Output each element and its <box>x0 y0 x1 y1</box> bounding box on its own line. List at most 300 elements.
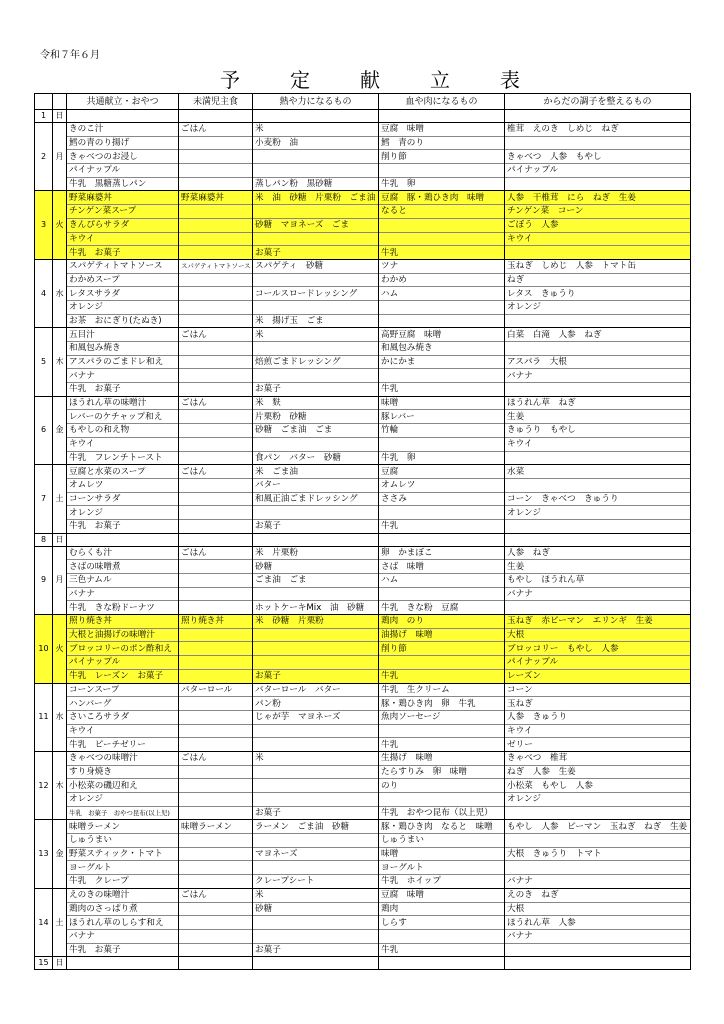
table-row <box>35 355 691 369</box>
protein-cell: 高野豆腐 味噌 <box>379 328 505 342</box>
menu-cell: 牛乳 クレープ <box>67 875 179 889</box>
protein-cell: ヨーグルト <box>379 861 505 875</box>
staple-cell <box>179 601 253 615</box>
menu-cell: きんぴらサラダ <box>67 218 179 232</box>
energy-cell: 米 麩 <box>253 396 379 410</box>
staple-cell <box>179 875 253 889</box>
table-row <box>35 628 691 642</box>
energy-cell <box>253 164 379 178</box>
vitamin-cell: パイナップル <box>505 164 691 178</box>
staple-cell: ごはん <box>179 751 253 765</box>
energy-cell <box>253 957 379 970</box>
vitamin-cell: 生姜 <box>505 410 691 424</box>
vitamin-cell: オレンジ <box>505 793 691 807</box>
vitamin-cell: 人参 きゅうり <box>505 710 691 724</box>
energy-cell: お菓子 <box>253 383 379 397</box>
protein-cell: なると <box>379 205 505 219</box>
table-row <box>35 300 691 314</box>
protein-cell: ささみ <box>379 492 505 506</box>
staple-cell <box>179 492 253 506</box>
menu-cell: 五目汁 <box>67 328 179 342</box>
weekday: 水 <box>53 683 67 751</box>
protein-cell: 削り節 <box>379 642 505 656</box>
vitamin-cell: 白菜 白滝 人参 ねぎ <box>505 328 691 342</box>
menu-cell: 小松菜の磯辺和え <box>67 779 179 793</box>
staple-cell <box>179 738 253 752</box>
table-row <box>35 492 691 506</box>
energy-cell <box>253 300 379 314</box>
staple-cell <box>179 437 253 451</box>
vitamin-cell <box>505 957 691 970</box>
menu-cell: オレンジ <box>67 793 179 807</box>
staple-cell <box>179 232 253 246</box>
day-number: 14 <box>35 888 53 956</box>
protein-cell: 牛乳 おやつ昆布（以上児） <box>379 806 505 820</box>
energy-cell: 米 片栗粉 <box>253 546 379 560</box>
menu-cell: わかめスープ <box>67 273 179 287</box>
table-row <box>35 601 691 615</box>
day-number: 1 <box>35 110 53 123</box>
staple-cell <box>179 383 253 397</box>
weekday: 日 <box>53 110 67 123</box>
vitamin-cell: ゼリー <box>505 738 691 752</box>
vitamin-cell: 生姜 <box>505 560 691 574</box>
vitamin-cell: オレンジ <box>505 506 691 520</box>
menu-cell: レタスサラダ <box>67 287 179 301</box>
energy-cell <box>253 437 379 451</box>
menu-cell: 牛乳 ピーチゼリー <box>67 738 179 752</box>
staple-cell: 味噌ラーメン <box>179 820 253 834</box>
day-number: 3 <box>35 191 53 259</box>
energy-cell: クレープシート <box>253 875 379 889</box>
weekday: 金 <box>53 820 67 888</box>
staple-cell <box>179 205 253 219</box>
protein-cell: 牛乳 卵 <box>379 451 505 465</box>
menu-cell: 牛乳 お菓子 <box>67 383 179 397</box>
table-row <box>35 669 691 683</box>
era-month-label: 令和７年６月 <box>40 50 100 61</box>
menu-cell: 牛乳 お菓子 <box>67 943 179 957</box>
energy-cell: 砂糖 マヨネーズ ごま <box>253 218 379 232</box>
protein-cell: 豚・鶏ひき肉 卵 牛乳 <box>379 697 505 711</box>
protein-cell: 豚・鶏ひき肉 なると 味噌 <box>379 820 505 834</box>
protein-cell: ハム <box>379 574 505 588</box>
menu-cell: きゃべつのお浸し <box>67 150 179 164</box>
vitamin-cell: コーン <box>505 683 691 697</box>
vitamin-cell: 玉ねぎ <box>505 697 691 711</box>
staple-cell <box>179 587 253 601</box>
protein-cell: 牛乳 生クリーム <box>379 683 505 697</box>
protein-cell <box>379 587 505 601</box>
vitamin-cell <box>505 861 691 875</box>
menu-cell: 大根と油揚げの味噌汁 <box>67 628 179 642</box>
energy-cell: 米 ごま油 <box>253 465 379 479</box>
table-row <box>35 916 691 930</box>
table-row <box>35 437 691 451</box>
menu-cell: バナナ <box>67 587 179 601</box>
staple-cell <box>179 765 253 779</box>
protein-cell <box>379 929 505 943</box>
title-char: 表 <box>500 68 520 92</box>
vitamin-cell <box>505 519 691 533</box>
staple-cell: スパゲティトマトソース <box>179 259 253 273</box>
energy-cell <box>253 834 379 848</box>
table-row <box>35 205 691 219</box>
menu-cell: ほうれん草のしらす和え <box>67 916 179 930</box>
energy-cell: 米 <box>253 328 379 342</box>
staple-cell <box>179 779 253 793</box>
vitamin-cell: ねぎ <box>505 273 691 287</box>
vitamin-cell <box>505 177 691 191</box>
protein-cell: 鱈 青のり <box>379 136 505 150</box>
menu-cell: 味噌ラーメン <box>67 820 179 834</box>
vitamin-cell: レーズン <box>505 669 691 683</box>
protein-cell: 牛乳 <box>379 738 505 752</box>
energy-cell: お菓子 <box>253 519 379 533</box>
menu-cell: 鱈の青のり揚げ <box>67 136 179 150</box>
menu-cell: スパゲティトマトソース <box>67 259 179 273</box>
table-row <box>35 587 691 601</box>
table-row <box>35 765 691 779</box>
protein-cell: しらす <box>379 916 505 930</box>
protein-cell: 魚肉ソーセージ <box>379 710 505 724</box>
vitamin-cell: キウイ <box>505 232 691 246</box>
menu-cell <box>67 533 179 546</box>
vitamin-cell: バナナ <box>505 587 691 601</box>
vitamin-cell: 人参 ねぎ <box>505 546 691 560</box>
menu-cell: 三色ナムル <box>67 574 179 588</box>
protein-cell <box>379 793 505 807</box>
energy-cell: 食パン バター 砂糖 <box>253 451 379 465</box>
vitamin-cell: ほうれん草 人参 <box>505 916 691 930</box>
staple-cell <box>179 150 253 164</box>
protein-cell: かにかま <box>379 355 505 369</box>
table-row <box>35 314 691 328</box>
table-row <box>35 697 691 711</box>
vitamin-cell: きゃべつ 人参 もやし <box>505 150 691 164</box>
table-row <box>35 724 691 738</box>
staple-cell <box>179 451 253 465</box>
staple-cell <box>179 834 253 848</box>
protein-cell: 豆腐 味噌 <box>379 123 505 137</box>
menu-cell: むらくも汁 <box>67 546 179 560</box>
staple-cell <box>179 300 253 314</box>
energy-cell <box>253 369 379 383</box>
menu-cell: キウイ <box>67 724 179 738</box>
table-row <box>35 642 691 656</box>
protein-cell: ツナ <box>379 259 505 273</box>
table-row <box>35 751 691 765</box>
protein-cell: 豆腐 味噌 <box>379 888 505 902</box>
energy-cell: ラーメン ごま油 砂糖 <box>253 820 379 834</box>
table-row <box>35 793 691 807</box>
protein-cell <box>379 300 505 314</box>
vitamin-cell <box>505 136 691 150</box>
protein-cell: 牛乳 ホイップ <box>379 875 505 889</box>
table-row <box>35 560 691 574</box>
day-row-empty <box>35 533 691 546</box>
staple-cell: ごはん <box>179 123 253 137</box>
protein-cell: 牛乳 <box>379 669 505 683</box>
title-char: 予 <box>220 68 240 92</box>
staple-cell <box>179 793 253 807</box>
header-protein: 血や肉になるもの <box>379 94 505 110</box>
menu-cell: キウイ <box>67 437 179 451</box>
staple-cell: ごはん <box>179 396 253 410</box>
weekday: 木 <box>53 751 67 819</box>
protein-cell: たらすりみ 卵 味噌 <box>379 765 505 779</box>
energy-cell: お菓子 <box>253 669 379 683</box>
energy-cell <box>253 150 379 164</box>
protein-cell <box>379 110 505 123</box>
table-row <box>35 738 691 752</box>
energy-cell <box>253 656 379 670</box>
energy-cell: コールスロードレッシング <box>253 287 379 301</box>
menu-cell: オレンジ <box>67 506 179 520</box>
weekday: 土 <box>53 888 67 956</box>
protein-cell <box>379 437 505 451</box>
staple-cell: ごはん <box>179 328 253 342</box>
energy-cell <box>253 793 379 807</box>
table-row <box>35 451 691 465</box>
weekday: 日 <box>53 533 67 546</box>
day-number: 2 <box>35 123 53 191</box>
vitamin-cell: 玉ねぎ 赤ピーマン エリンギ 生姜 <box>505 615 691 629</box>
protein-cell: 牛乳 <box>379 246 505 260</box>
title-char: 献 <box>360 68 380 92</box>
energy-cell: 砂糖 <box>253 560 379 574</box>
menu-cell: 牛乳 きな粉ドーナツ <box>67 601 179 615</box>
menu-cell: バナナ <box>67 369 179 383</box>
menu-cell: お茶 おにぎり(たぬき) <box>67 314 179 328</box>
menu-cell: パイナップル <box>67 656 179 670</box>
protein-cell: わかめ <box>379 273 505 287</box>
menu-cell: オレンジ <box>67 300 179 314</box>
vitamin-cell: ほうれん草 ねぎ <box>505 396 691 410</box>
staple-cell: 照り焼き丼 <box>179 615 253 629</box>
protein-cell: 和風包み焼き <box>379 342 505 356</box>
menu-cell: コーンサラダ <box>67 492 179 506</box>
staple-cell <box>179 110 253 123</box>
table-row <box>35 683 691 697</box>
vitamin-cell: 小松菜 もやし 人参 <box>505 779 691 793</box>
staple-cell: 野菜麻婆丼 <box>179 191 253 205</box>
table-row <box>35 123 691 137</box>
protein-cell: 牛乳 <box>379 383 505 397</box>
header-weekday <box>53 94 67 110</box>
protein-cell <box>379 957 505 970</box>
vitamin-cell: 水菜 <box>505 465 691 479</box>
table-row <box>35 779 691 793</box>
vitamin-cell: 人参 干椎茸 にら ねぎ 生姜 <box>505 191 691 205</box>
energy-cell <box>253 779 379 793</box>
table-row <box>35 369 691 383</box>
staple-cell <box>179 355 253 369</box>
energy-cell: 米 揚げ玉 ごま <box>253 314 379 328</box>
staple-cell <box>179 246 253 260</box>
staple-cell <box>179 806 253 820</box>
table-row <box>35 902 691 916</box>
menu-cell: キウイ <box>67 232 179 246</box>
header-vitamins: からだの調子を整えるもの <box>505 94 691 110</box>
table-row <box>35 574 691 588</box>
staple-cell <box>179 656 253 670</box>
protein-cell: 削り節 <box>379 150 505 164</box>
staple-cell <box>179 916 253 930</box>
energy-cell <box>253 533 379 546</box>
staple-cell <box>179 218 253 232</box>
energy-cell: マヨネーズ <box>253 847 379 861</box>
weekday: 火 <box>53 191 67 259</box>
staple-cell <box>179 177 253 191</box>
vitamin-cell <box>505 601 691 615</box>
menu-cell: アスパラのごまドレ和え <box>67 355 179 369</box>
energy-cell: パン粉 <box>253 697 379 711</box>
table-row <box>35 656 691 670</box>
staple-cell <box>179 943 253 957</box>
weekday: 木 <box>53 328 67 396</box>
menu-cell: さいころサラダ <box>67 710 179 724</box>
menu-cell: レバーのケチャップ和え <box>67 410 179 424</box>
energy-cell: お菓子 <box>253 806 379 820</box>
header-menu: 共通献立・おやつ <box>67 94 179 110</box>
staple-cell <box>179 369 253 383</box>
table-row <box>35 342 691 356</box>
table-row <box>35 478 691 492</box>
vitamin-cell <box>505 533 691 546</box>
protein-cell: 味噌 <box>379 396 505 410</box>
menu-cell: 牛乳 レーズン お菓子 <box>67 669 179 683</box>
table-row <box>35 506 691 520</box>
energy-cell: 米 油 砂糖 片栗粉 ごま油 <box>253 191 379 205</box>
staple-cell <box>179 929 253 943</box>
vitamin-cell: バナナ <box>505 369 691 383</box>
energy-cell <box>253 724 379 738</box>
staple-cell <box>179 574 253 588</box>
day-number: 13 <box>35 820 53 888</box>
menu-table <box>34 93 691 970</box>
page-title <box>220 64 520 93</box>
menu-cell: 野菜麻婆丼 <box>67 191 179 205</box>
menu-cell: さばの味噌煮 <box>67 560 179 574</box>
staple-cell <box>179 697 253 711</box>
staple-cell <box>179 410 253 424</box>
weekday: 土 <box>53 465 67 533</box>
energy-cell: 砂糖 ごま油 ごま <box>253 424 379 438</box>
table-row <box>35 136 691 150</box>
table-row <box>35 287 691 301</box>
weekday: 水 <box>53 259 67 327</box>
vitamin-cell: えのき ねぎ <box>505 888 691 902</box>
staple-cell <box>179 847 253 861</box>
staple-cell <box>179 342 253 356</box>
staple-cell <box>179 136 253 150</box>
staple-cell <box>179 478 253 492</box>
menu-cell: すり身焼き <box>67 765 179 779</box>
table-row <box>35 943 691 957</box>
day-number: 8 <box>35 533 53 546</box>
protein-cell <box>379 506 505 520</box>
protein-cell: 牛乳 卵 <box>379 177 505 191</box>
protein-cell: 味噌 <box>379 847 505 861</box>
energy-cell <box>253 273 379 287</box>
staple-cell <box>179 424 253 438</box>
energy-cell <box>253 342 379 356</box>
table-row <box>35 177 691 191</box>
vitamin-cell <box>505 314 691 328</box>
vitamin-cell: チンゲン菜 コーン <box>505 205 691 219</box>
protein-cell: 鶏肉 <box>379 902 505 916</box>
table-row <box>35 519 691 533</box>
menu-cell: 牛乳 お菓子 おやつ昆布(以上児) <box>67 806 179 820</box>
energy-cell: 蒸しパン粉 黒砂糖 <box>253 177 379 191</box>
vitamin-cell: 大根 きゅうり トマト <box>505 847 691 861</box>
day-number: 12 <box>35 751 53 819</box>
protein-cell: 生揚げ 味噌 <box>379 751 505 765</box>
vitamin-cell: ねぎ 人参 生姜 <box>505 765 691 779</box>
vitamin-cell <box>505 383 691 397</box>
table-row <box>35 861 691 875</box>
title-char: 定 <box>290 68 310 92</box>
protein-cell: 豚レバー <box>379 410 505 424</box>
table-row <box>35 834 691 848</box>
day-number: 4 <box>35 259 53 327</box>
menu-cell: ブロッコリーのポン酢和え <box>67 642 179 656</box>
staple-cell: ごはん <box>179 888 253 902</box>
menu-cell <box>67 957 179 970</box>
energy-cell <box>253 916 379 930</box>
energy-cell: お菓子 <box>253 943 379 957</box>
staple-cell <box>179 314 253 328</box>
vitamin-cell: コーン きゃべつ きゅうり <box>505 492 691 506</box>
protein-cell: 油揚げ 味噌 <box>379 628 505 642</box>
menu-cell: チンゲン菜スープ <box>67 205 179 219</box>
table-row <box>35 615 691 629</box>
staple-cell: ごはん <box>179 546 253 560</box>
protein-cell: しゅうまい <box>379 834 505 848</box>
vitamin-cell <box>505 246 691 260</box>
energy-cell <box>253 232 379 246</box>
energy-cell: 焙煎ごまドレッシング <box>253 355 379 369</box>
vitamin-cell: ごぼう 人参 <box>505 218 691 232</box>
table-row <box>35 273 691 287</box>
table-row <box>35 546 691 560</box>
energy-cell <box>253 628 379 642</box>
table-row <box>35 383 691 397</box>
vitamin-cell: もやし 人参 ピーマン 玉ねぎ ねぎ 生姜 <box>505 820 691 834</box>
protein-cell <box>379 656 505 670</box>
staple-cell <box>179 273 253 287</box>
energy-cell <box>253 506 379 520</box>
vitamin-cell: レタス きゅうり <box>505 287 691 301</box>
table-row <box>35 847 691 861</box>
vitamin-cell: 玉ねぎ しめじ 人参 トマト缶 <box>505 259 691 273</box>
vitamin-cell <box>505 943 691 957</box>
header-energy: 熱や力になるもの <box>253 94 379 110</box>
menu-cell: 牛乳 フレンチトースト <box>67 451 179 465</box>
staple-cell <box>179 519 253 533</box>
energy-cell: スパゲティ 砂糖 <box>253 259 379 273</box>
protein-cell: 竹輪 <box>379 424 505 438</box>
energy-cell: バター <box>253 478 379 492</box>
vitamin-cell: もやし ほうれん草 <box>505 574 691 588</box>
table-row <box>35 259 691 273</box>
table-row <box>35 929 691 943</box>
table-row <box>35 806 691 820</box>
table-row <box>35 465 691 479</box>
table-row <box>35 150 691 164</box>
protein-cell <box>379 314 505 328</box>
